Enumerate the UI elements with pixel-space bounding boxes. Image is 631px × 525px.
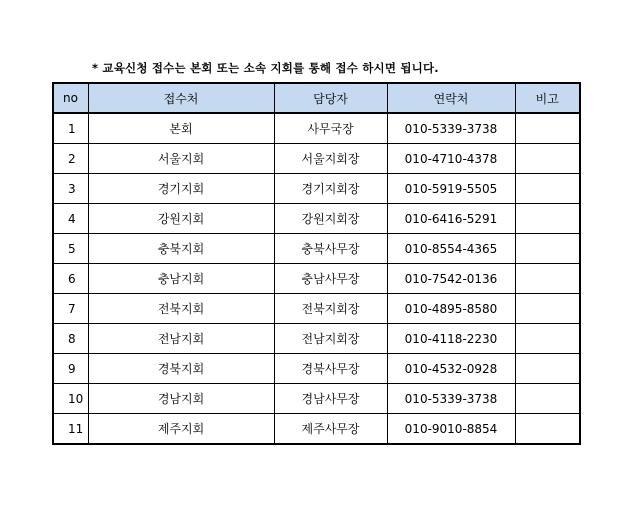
row-no: 6: [53, 264, 88, 294]
header-note: 비고: [515, 83, 580, 113]
row-note: [515, 264, 580, 294]
row-manager: 경북사무장: [274, 354, 387, 384]
row-note: [515, 144, 580, 174]
row-note: [515, 294, 580, 324]
row-office: 강원지회: [88, 204, 274, 234]
row-manager: 경기지회장: [274, 174, 387, 204]
table-row: [53, 294, 580, 324]
table-header-row: [53, 83, 580, 113]
contact-table: [52, 82, 581, 445]
row-phone: 010-9010-8854: [387, 414, 515, 445]
row-office: 서울지회: [88, 144, 274, 174]
table-row: [53, 174, 580, 204]
row-note: [515, 113, 580, 144]
registration-notice: * 교육신청 접수는 본회 또는 소속 지회를 통해 접수 하시면 됩니다.: [92, 61, 439, 75]
row-note: [515, 384, 580, 414]
row-phone: 010-5339-3738: [387, 113, 515, 144]
row-no: 4: [53, 204, 88, 234]
row-no: 10: [53, 384, 88, 414]
table-row: [53, 414, 580, 445]
row-phone: 010-4118-2230: [387, 324, 515, 354]
row-note: [515, 174, 580, 204]
row-manager: 전북지회장: [274, 294, 387, 324]
row-office: 충북지회: [88, 234, 274, 264]
row-manager: 제주사무장: [274, 414, 387, 445]
table-row: [53, 113, 580, 144]
row-no: 8: [53, 324, 88, 354]
row-manager: 경남사무장: [274, 384, 387, 414]
row-office: 제주지회: [88, 414, 274, 445]
row-note: [515, 324, 580, 354]
row-no: 2: [53, 144, 88, 174]
row-phone: 010-5339-3738: [387, 384, 515, 414]
table-row: [53, 354, 580, 384]
row-phone: 010-5919-5505: [387, 174, 515, 204]
row-phone: 010-7542-0136: [387, 264, 515, 294]
row-manager: 서울지회장: [274, 144, 387, 174]
row-manager: 전남지회장: [274, 324, 387, 354]
row-office: 경북지회: [88, 354, 274, 384]
row-phone: 010-6416-5291: [387, 204, 515, 234]
table-row: [53, 204, 580, 234]
header-office: 접수처: [88, 83, 274, 113]
row-office: 충남지회: [88, 264, 274, 294]
table-row: [53, 384, 580, 414]
row-manager: 사무국장: [274, 113, 387, 144]
row-note: [515, 204, 580, 234]
row-note: [515, 354, 580, 384]
table-row: [53, 234, 580, 264]
row-manager: 강원지회장: [274, 204, 387, 234]
row-office: 경남지회: [88, 384, 274, 414]
row-no: 7: [53, 294, 88, 324]
row-phone: 010-8554-4365: [387, 234, 515, 264]
row-manager: 충남사무장: [274, 264, 387, 294]
row-note: [515, 414, 580, 445]
row-no: 1: [53, 113, 88, 144]
table-row: [53, 264, 580, 294]
row-office: 전남지회: [88, 324, 274, 354]
row-phone: 010-4532-0928: [387, 354, 515, 384]
row-phone: 010-4710-4378: [387, 144, 515, 174]
row-phone: 010-4895-8580: [387, 294, 515, 324]
row-office: 전북지회: [88, 294, 274, 324]
row-manager: 충북사무장: [274, 234, 387, 264]
table-row: [53, 144, 580, 174]
row-no: 9: [53, 354, 88, 384]
row-office: 경기지회: [88, 174, 274, 204]
row-note: [515, 234, 580, 264]
header-phone: 연락처: [387, 83, 515, 113]
row-no: 3: [53, 174, 88, 204]
row-no: 5: [53, 234, 88, 264]
header-manager: 담당자: [274, 83, 387, 113]
row-no: 11: [53, 414, 88, 445]
table-row: [53, 324, 580, 354]
header-no: no: [53, 83, 88, 113]
row-office: 본회: [88, 113, 274, 144]
